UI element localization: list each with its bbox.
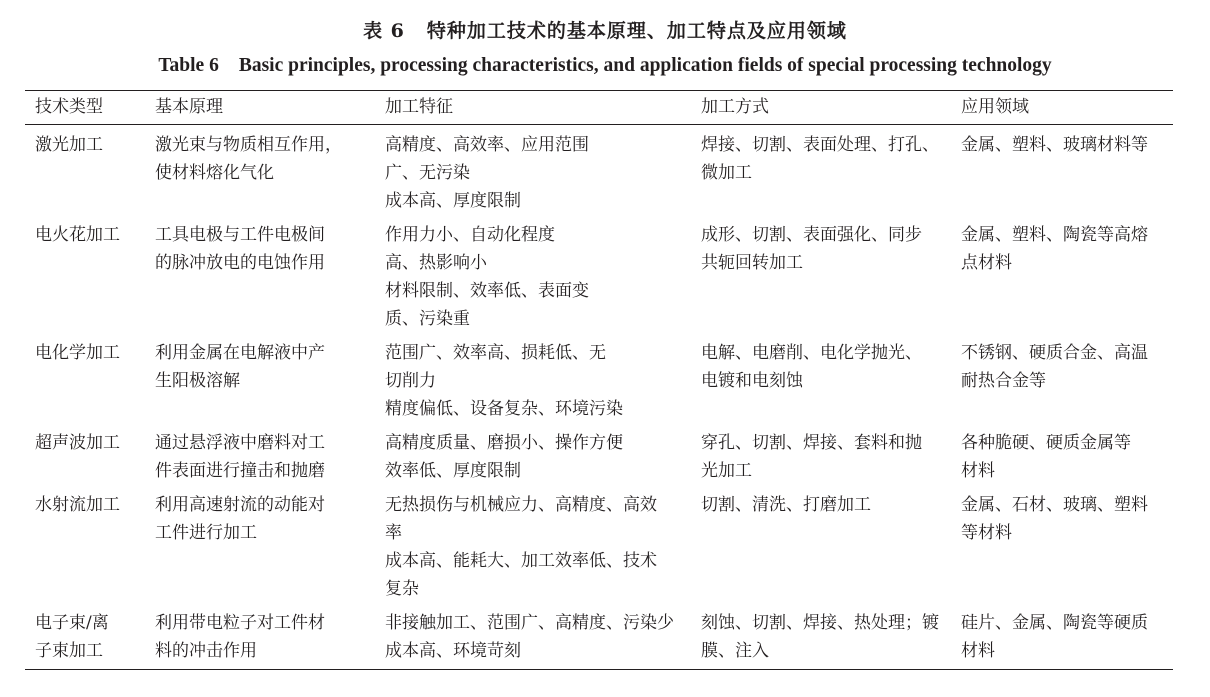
table-row: [25, 125, 1173, 222]
cell-method: [691, 429, 951, 491]
cell-field: [951, 221, 1173, 339]
header-principle: 基本原理: [145, 91, 375, 125]
cell-line: 点材料: [961, 253, 1012, 273]
cell-line: 无热损伤与机械应力、高精度、高效: [385, 495, 657, 515]
cell-line: 切削力: [385, 371, 436, 391]
cell-line: 焊接、切割、表面处理、打孔、: [701, 135, 939, 155]
table-row: [25, 491, 1173, 609]
cell-line: 利用带电粒子对工件材: [155, 613, 325, 633]
cell-line: 的脉冲放电的电蚀作用: [155, 253, 325, 273]
cell-field: [951, 491, 1173, 609]
header-method: 加工方式: [691, 91, 951, 125]
cell-line: 成本高、厚度限制: [385, 191, 521, 211]
cell-line: 工件进行加工: [155, 523, 257, 543]
caption-cn-title: 特种加工技术的基本原理、加工特点及应用领域: [426, 20, 847, 42]
cell-line: 子束加工: [35, 641, 103, 661]
cell-features: [375, 221, 691, 339]
cell-line: 精度偏低、设备复杂、环境污染: [385, 399, 623, 419]
table-caption-cn: [0, 16, 1210, 43]
cell-principle: [145, 339, 375, 429]
cell-line: 作用力小、自动化程度: [385, 225, 555, 245]
cell-line: 材料: [961, 641, 995, 661]
cell-line: 利用金属在电解液中产: [155, 343, 325, 363]
cell-features: [375, 491, 691, 609]
cell-method: [691, 125, 951, 222]
table-header-row: [25, 91, 1173, 125]
principles-table: [25, 90, 1173, 670]
cell-field: [951, 429, 1173, 491]
cell-line: 非接触加工、范围广、高精度、污染少: [385, 613, 674, 633]
cell-line: 件表面进行撞击和抛磨: [155, 461, 325, 481]
cell-line: 穿孔、切割、焊接、套料和抛: [701, 433, 922, 453]
cell-line: 成形、切割、表面强化、同步: [701, 225, 922, 245]
cell-type: [25, 609, 145, 670]
cell-type: [25, 429, 145, 491]
cell-line: 电解、电磨削、电化学抛光、: [701, 343, 922, 363]
cell-line: 金属、塑料、陶瓷等高熔: [961, 225, 1148, 245]
caption-en-number: Table 6: [158, 55, 219, 76]
cell-line: 通过悬浮液中磨料对工: [155, 433, 325, 453]
cell-line: 不锈钢、硬质合金、高温: [961, 343, 1148, 363]
table-row: [25, 609, 1173, 670]
cell-type: [25, 491, 145, 609]
table-row: [25, 221, 1173, 339]
cell-line: 工具电极与工件电极间: [155, 225, 325, 245]
cell-line: 水射流加工: [35, 495, 120, 515]
cell-line: 共轭回转加工: [701, 253, 803, 273]
cell-line: 广、无污染: [385, 163, 470, 183]
header-features: 加工特征: [375, 91, 691, 125]
cell-principle: [145, 221, 375, 339]
caption-cn-number: 表 6: [363, 20, 405, 42]
header-type: 技术类型: [25, 91, 145, 125]
cell-line: 范围广、效率高、损耗低、无: [385, 343, 606, 363]
cell-type: [25, 221, 145, 339]
cell-features: [375, 609, 691, 670]
table-body: [25, 125, 1173, 670]
table-caption-en: [0, 55, 1210, 77]
cell-features: [375, 125, 691, 222]
cell-line: 电子束/离: [35, 613, 109, 633]
cell-line: 电化学加工: [35, 343, 120, 363]
cell-line: 刻蚀、切割、焊接、热处理；镀: [701, 613, 939, 633]
cell-line: 材料限制、效率低、表面变: [385, 281, 589, 301]
cell-line: 材料: [961, 461, 995, 481]
cell-line: 超声波加工: [35, 433, 120, 453]
cell-line: 耐热合金等: [961, 371, 1046, 391]
table-row: [25, 429, 1173, 491]
cell-line: 高、热影响小: [385, 253, 487, 273]
cell-method: [691, 491, 951, 609]
cell-principle: [145, 125, 375, 222]
cell-line: 高精度、高效率、应用范围: [385, 135, 589, 155]
cell-line: 成本高、环境苛刻: [385, 641, 521, 661]
cell-line: 电镀和电刻蚀: [701, 371, 803, 391]
cell-features: [375, 339, 691, 429]
cell-line: 光加工: [701, 461, 752, 481]
cell-principle: [145, 609, 375, 670]
cell-line: 复杂: [385, 579, 419, 599]
caption-en-title: Basic principles, processing characteristics, and application fields of special processing technology: [238, 55, 1052, 76]
cell-line: 电火花加工: [35, 225, 120, 245]
cell-line: 生阳极溶解: [155, 371, 240, 391]
cell-line: 料的冲击作用: [155, 641, 257, 661]
cell-line: 使材料熔化气化: [155, 163, 274, 183]
cell-line: 率: [385, 523, 402, 543]
cell-line: 硅片、金属、陶瓷等硬质: [961, 613, 1148, 633]
cell-line: 成本高、能耗大、加工效率低、技术: [385, 551, 657, 571]
cell-principle: [145, 429, 375, 491]
cell-line: 质、污染重: [385, 309, 470, 329]
cell-features: [375, 429, 691, 491]
cell-line: 微加工: [701, 163, 752, 183]
cell-field: [951, 125, 1173, 222]
cell-line: 利用高速射流的动能对: [155, 495, 325, 515]
cell-method: [691, 339, 951, 429]
cell-line: 切割、清洗、打磨加工: [701, 495, 871, 515]
header-field: 应用领域: [951, 91, 1173, 125]
cell-type: [25, 125, 145, 222]
cell-line: 等材料: [961, 523, 1012, 543]
cell-line: 激光加工: [35, 135, 103, 155]
cell-line: 金属、塑料、玻璃材料等: [961, 135, 1148, 155]
cell-line: 金属、石材、玻璃、塑料: [961, 495, 1148, 515]
cell-field: [951, 339, 1173, 429]
cell-line: 效率低、厚度限制: [385, 461, 521, 481]
cell-line: 激光束与物质相互作用，: [155, 135, 342, 155]
cell-line: 高精度质量、磨损小、操作方便: [385, 433, 623, 453]
table-row: [25, 339, 1173, 429]
cell-line: 各种脆硬、硬质金属等: [961, 433, 1131, 453]
cell-line: 膜、注入: [701, 641, 769, 661]
cell-method: [691, 609, 951, 670]
cell-method: [691, 221, 951, 339]
cell-principle: [145, 491, 375, 609]
cell-type: [25, 339, 145, 429]
cell-field: [951, 609, 1173, 670]
